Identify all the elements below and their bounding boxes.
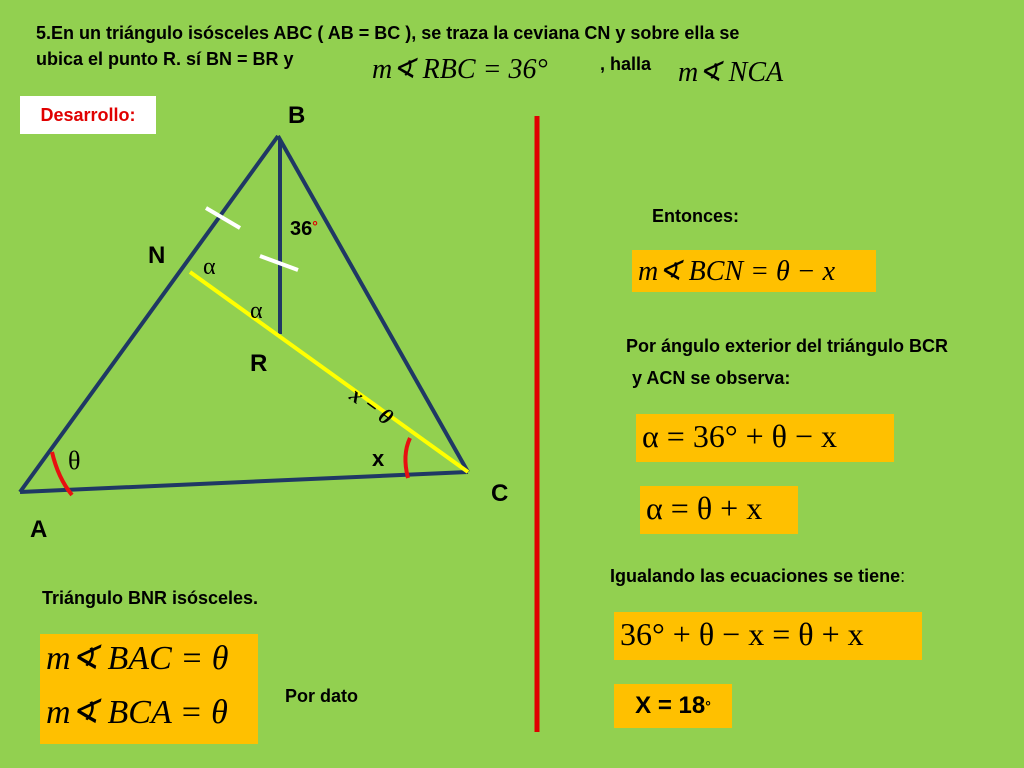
result-text: X = 18 xyxy=(635,692,706,719)
eq-alpha2: α = θ + x xyxy=(646,490,763,526)
result-box xyxy=(614,684,732,728)
given-equations-box xyxy=(40,634,258,744)
eq-bac: m∢ BAC = θ xyxy=(46,640,229,677)
vertex-R-label: R xyxy=(250,350,268,377)
por-angulo-line-2: y ACN se observa: xyxy=(632,368,791,388)
por-angulo-line-1: Por ángulo exterior del triángulo BCR xyxy=(626,336,949,356)
eq-bcn-box xyxy=(632,250,876,292)
side-AC xyxy=(20,472,468,492)
cevian-CN xyxy=(190,272,468,472)
eq-alpha1-box xyxy=(636,414,894,462)
side-AB xyxy=(20,136,278,492)
problem-line-2-text: ubica el punto R. sí BN = BR y xyxy=(36,49,294,69)
target-angle-formula: m∢ NCA xyxy=(678,57,784,88)
eq-alpha2-box xyxy=(640,486,798,534)
vertex-B-label: B xyxy=(288,102,306,129)
degree-symbol: ° xyxy=(312,218,318,234)
x-at-C-label: x xyxy=(372,446,385,471)
igualando-colon: : xyxy=(900,566,906,586)
desarrollo-text: Desarrollo: xyxy=(40,105,136,125)
alpha-at-N-label: α xyxy=(203,254,216,280)
eq-equal: 36° + θ − x = θ + x xyxy=(620,616,864,652)
theta-at-A-label: θ xyxy=(68,446,81,475)
result-degree: ° xyxy=(705,698,711,714)
vertex-C-label: C xyxy=(491,480,509,507)
arc-angle-C xyxy=(405,438,410,478)
por-dato-note: Por dato xyxy=(285,686,359,706)
x-minus-theta-label: x − θ xyxy=(345,382,398,430)
igualando-label xyxy=(610,566,905,587)
angle-36-value: 36 xyxy=(290,218,313,240)
halla-text: , halla xyxy=(600,54,652,74)
bnr-isosceles-note: Triángulo BNR isósceles. xyxy=(42,588,259,608)
eq-bcn: m∢ BCN = θ − x xyxy=(638,256,836,287)
igualando-text: Igualando las ecuaciones se tiene xyxy=(610,566,901,586)
problem-line-1: 5.En un triángulo isósceles ABC ( AB = BC ), se traza la ceviana CN y sobre ella se xyxy=(36,23,740,43)
vertex-A-label: A xyxy=(30,516,48,543)
angle-36-label xyxy=(290,218,318,241)
given-angle-formula: m∢ RBC = 36° xyxy=(372,54,548,85)
vertex-N-label: N xyxy=(148,242,166,269)
eq-alpha1: α = 36° + θ − x xyxy=(642,418,838,454)
eq-equal-box xyxy=(614,612,922,660)
alpha-at-R-label: α xyxy=(250,298,263,324)
entonces-label: Entonces: xyxy=(652,206,740,226)
eq-bca: m∢ BCA = θ xyxy=(46,694,228,731)
